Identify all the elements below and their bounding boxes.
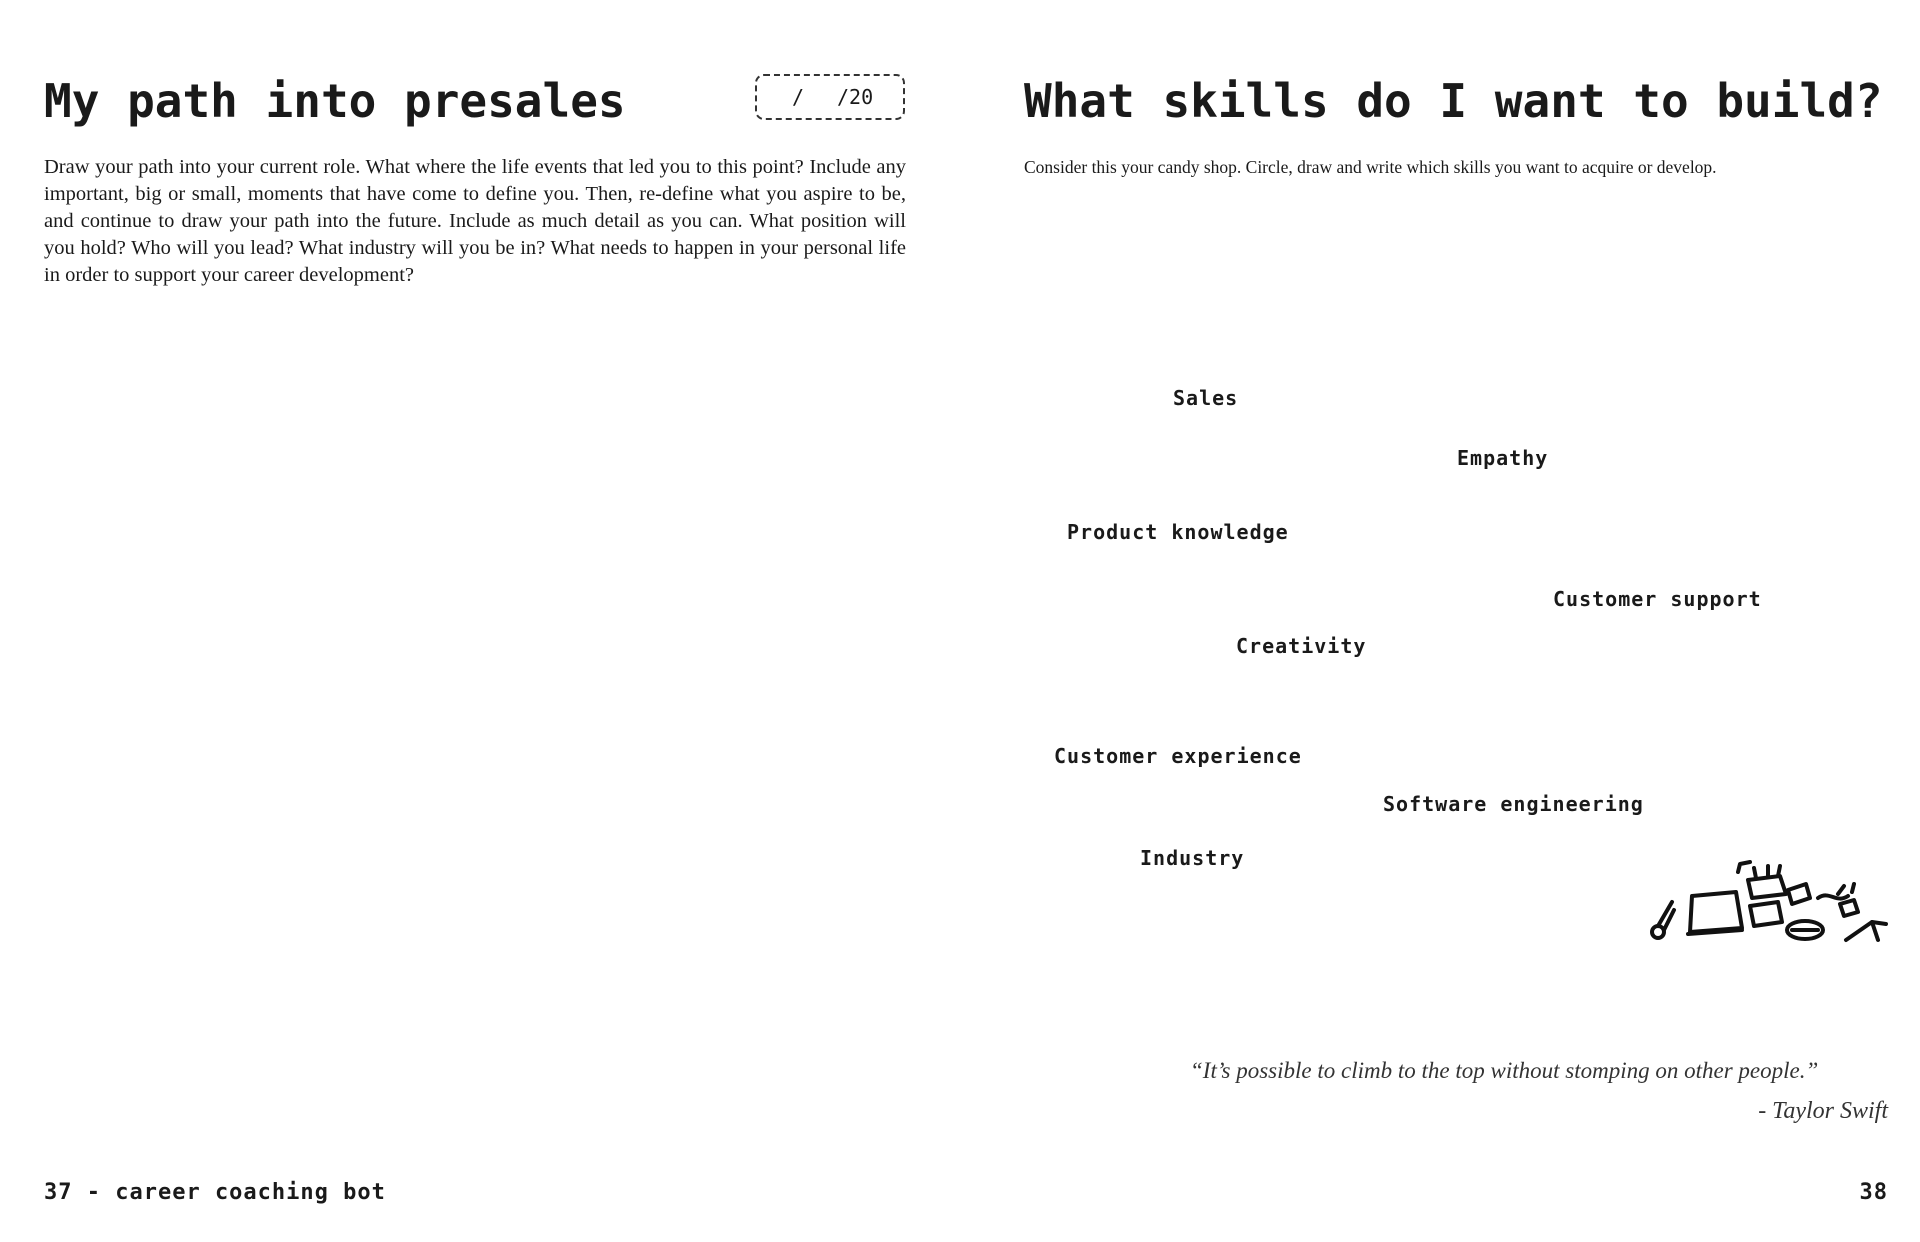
instructions-text: Consider this your candy shop. Circle, draw and write which skills you want to acquire or develop.	[1024, 157, 1717, 177]
score-box[interactable]	[755, 74, 905, 120]
skill-label-product-knowledge[interactable]: Product knowledge	[1067, 520, 1289, 544]
page-number-footer: 38	[1859, 1180, 1888, 1205]
score-total: /20	[837, 85, 874, 109]
skill-label-empathy[interactable]: Empathy	[1457, 446, 1549, 470]
skill-label-customer-experience[interactable]: Customer experience	[1054, 744, 1302, 768]
score-separator: /	[792, 85, 805, 109]
skill-label-creativity[interactable]: Creativity	[1236, 634, 1367, 658]
skill-label-customer-support[interactable]: Customer support	[1553, 587, 1762, 611]
page-title: My path into presales	[44, 74, 626, 128]
skill-label-industry[interactable]: Industry	[1140, 846, 1245, 870]
page-number-footer: 37 - career coaching bot	[44, 1180, 386, 1205]
skill-label-software-engineering[interactable]: Software engineering	[1383, 792, 1644, 816]
page-title: What skills do I want to build?	[1024, 74, 1883, 128]
instructions-text: Draw your path into your current role. What where the life events that led you to this point? Include any important, big or small, moments that have come to define you. Then, re-define what you aspire to be, and continue to draw your path into the future. Include as much detail as you can. What position will you hold? Who will you lead? What industry will you be in? What needs to happen in your personal life in order to support your career development?	[44, 156, 906, 286]
right-page	[960, 0, 1920, 1242]
quote-author: - Taylor Swift	[1758, 1098, 1888, 1124]
skill-label-sales[interactable]: Sales	[1173, 386, 1239, 410]
scattered-candy-icon	[1640, 840, 1890, 950]
quote-text: “It’s possible to climb to the top without stomping on other people.”	[1190, 1058, 1819, 1083]
